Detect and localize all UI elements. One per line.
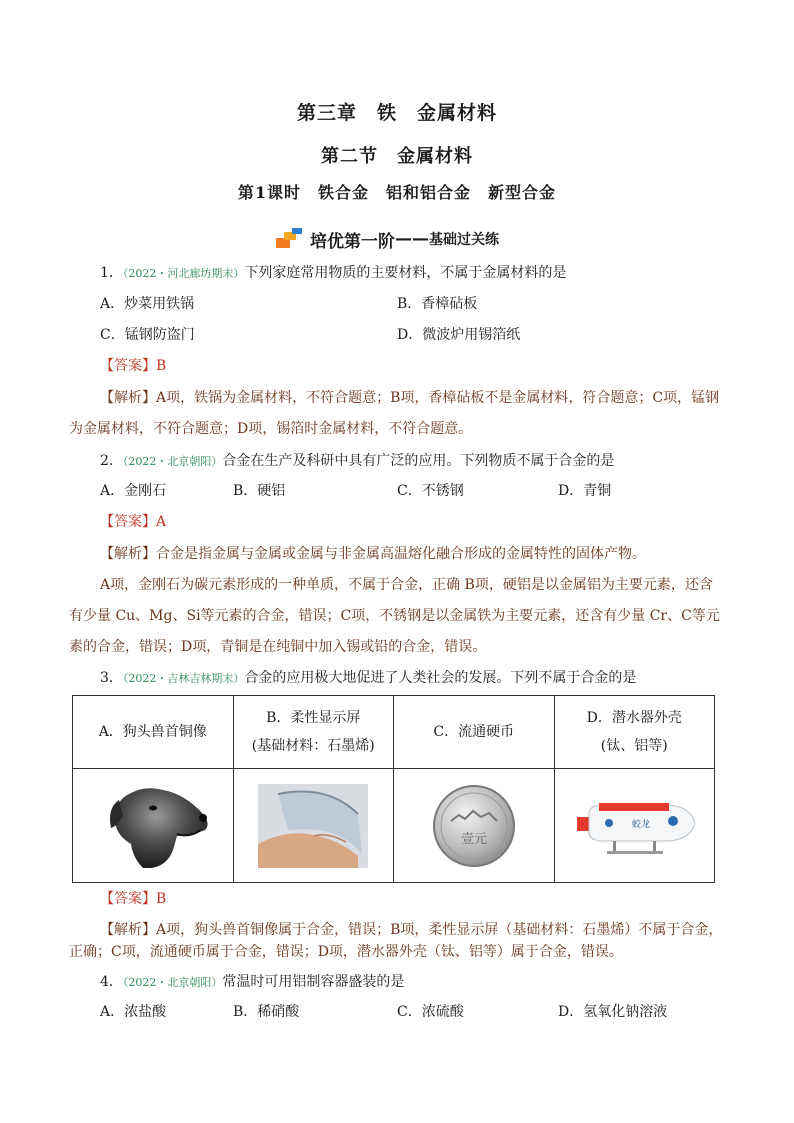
q3-options-table xyxy=(72,695,715,883)
q1-stem-line xyxy=(100,263,566,284)
q3-analysis-label: 【解析】 xyxy=(100,922,156,938)
coin-image xyxy=(429,781,519,871)
q2-analysis-line4: 素的合金，错误；D项，青铜是在纯铜中加入锡或铅的合金，错误。 xyxy=(69,639,487,655)
q3-cell-d-line2: (钛、铝等) xyxy=(600,738,668,754)
q2-option-c: C．不锈钢 xyxy=(397,483,464,499)
q1-analysis-text1: A项，铁锅为金属材料，不符合题意；B项，香樟砧板不是金属材料，符合题意；C项，锰钢 xyxy=(156,390,720,406)
q3-cell-a-line1: A．狗头兽首铜像 xyxy=(98,724,207,740)
q3-cell-c xyxy=(394,696,555,769)
submersible-text: 蛟龙 xyxy=(632,819,651,830)
q1-answer-value: B xyxy=(156,358,167,374)
q2-source: （2022・北京朝阳） xyxy=(122,455,223,468)
q4-source: （2022・北京朝阳） xyxy=(122,976,223,989)
banner-dash: —— xyxy=(395,229,429,249)
q2-analysis-line2: A项，金刚石为碳元素形成的一种单质，不属于合金，正确 B项，硬铝是以金属铝为主要元素，还含 xyxy=(100,577,713,593)
q3-cell-d xyxy=(554,696,715,769)
q3-stem-line xyxy=(100,668,636,689)
q2-answer-value: A xyxy=(156,514,167,530)
bronze-dog-head-image xyxy=(93,778,213,874)
q1-analysis-label: 【解析】 xyxy=(100,390,156,406)
q2-number: 2． xyxy=(100,453,123,469)
q2-analysis-text1: 合金是指金属与金属或金属与非金属高温熔化融合形成的金属特性的固体产物。 xyxy=(156,546,646,562)
q3-number: 3． xyxy=(100,670,123,686)
section-title: 第二节 金属材料 xyxy=(321,146,473,167)
q2-option-a: A．金刚石 xyxy=(100,483,167,499)
q3-cell-b-line2: (基础材料：石墨烯) xyxy=(251,738,375,754)
q4-stem-line xyxy=(100,972,404,993)
q1-answer-label: 【答案】 xyxy=(100,358,156,374)
q3-analysis-line2: 正确；C项，流通硬币属于合金，错误；D项，潜水器外壳（钛、铝等）属于合金，错误。 xyxy=(69,944,623,960)
q4-option-b: B．稀硝酸 xyxy=(233,1004,300,1020)
banner-main: 培优第一阶 xyxy=(310,231,395,252)
q3-analysis-line1 xyxy=(100,920,722,940)
q2-answer-label: 【答案】 xyxy=(100,514,156,530)
q2-analysis-label: 【解析】 xyxy=(100,546,156,562)
q3-answer xyxy=(100,889,166,909)
q2-analysis-line1 xyxy=(100,544,646,564)
q3-source: （2022・吉林吉林期末） xyxy=(122,672,245,685)
q3-analysis-text1: A项，狗头兽首铜像属于合金，错误；B项，柔性显示屏（基础材料：石墨烯）不属于合金， xyxy=(156,922,723,938)
q1-option-a: A．炒菜用铁锅 xyxy=(100,296,195,312)
q4-option-d: D．氢氧化钠溶液 xyxy=(558,1004,668,1020)
q4-stem: 常温时可用铝制容器盛装的是 xyxy=(222,974,405,990)
q1-option-d: D．微波炉用锡箔纸 xyxy=(397,327,521,343)
q3-cell-c-line1: C．流通硬币 xyxy=(433,724,515,740)
lesson-title: 第1课时 铁合金 铝和铝合金 新型合金 xyxy=(237,183,557,202)
q1-analysis-line2: 为金属材料，不符合题意；D项，锡箔时金属材料，不符合题意。 xyxy=(69,421,473,437)
q3-stem: 合金的应用极大地促进了人类社会的发展。下列不属于合金的是 xyxy=(244,670,637,686)
q3-cell-b-line1: B．柔性显示屏 xyxy=(266,710,361,726)
q3-cell-b xyxy=(233,696,394,769)
q2-stem: 合金在生产及科研中具有广泛的应用。下列物质不属于合金的是 xyxy=(222,453,615,469)
stairs-icon xyxy=(276,228,304,250)
q1-option-c: C．锰钢防盗门 xyxy=(100,327,195,343)
submersible-image xyxy=(569,791,699,861)
q1-number: 1． xyxy=(100,265,123,281)
coin-text: 壹元 xyxy=(460,831,487,847)
q4-number: 4． xyxy=(100,974,123,990)
q4-option-c: C．浓硫酸 xyxy=(397,1004,464,1020)
q3-cell-d-line1: D．潜水器外壳 xyxy=(586,710,682,726)
q3-image-a-cell xyxy=(73,769,234,883)
banner-sub: 基础过关练 xyxy=(429,232,499,248)
q3-cell-a xyxy=(73,696,234,769)
q3-answer-value: B xyxy=(156,891,167,907)
q1-source: （2022・河北廊坊期末） xyxy=(122,267,245,280)
q1-option-b: B．香樟砧板 xyxy=(397,296,478,312)
q4-option-a: A．浓盐酸 xyxy=(100,1004,167,1020)
q2-analysis-line3: 有少量 Cu、Mg、Si等元素的合金，错误；C项，不锈钢是以金属铁为主要元素，还含有少量 Cr、C等元 xyxy=(69,608,720,624)
q2-stem-line xyxy=(100,451,614,472)
q3-image-c-cell xyxy=(394,769,555,883)
chapter-title: 第三章 铁 金属材料 xyxy=(296,102,497,124)
q1-analysis-line1 xyxy=(100,388,719,408)
q3-image-d-cell xyxy=(554,769,715,883)
q2-answer xyxy=(100,512,166,532)
q2-option-b: B．硬铝 xyxy=(233,483,286,499)
flexible-display-image xyxy=(258,784,368,868)
practice-banner xyxy=(276,226,499,252)
q3-image-b-cell xyxy=(233,769,394,883)
q3-answer-label: 【答案】 xyxy=(100,891,156,907)
q2-option-d: D．青铜 xyxy=(558,483,612,499)
q1-answer xyxy=(100,356,166,376)
q1-stem: 下列家庭常用物质的主要材料，不属于金属材料的是 xyxy=(244,265,567,281)
